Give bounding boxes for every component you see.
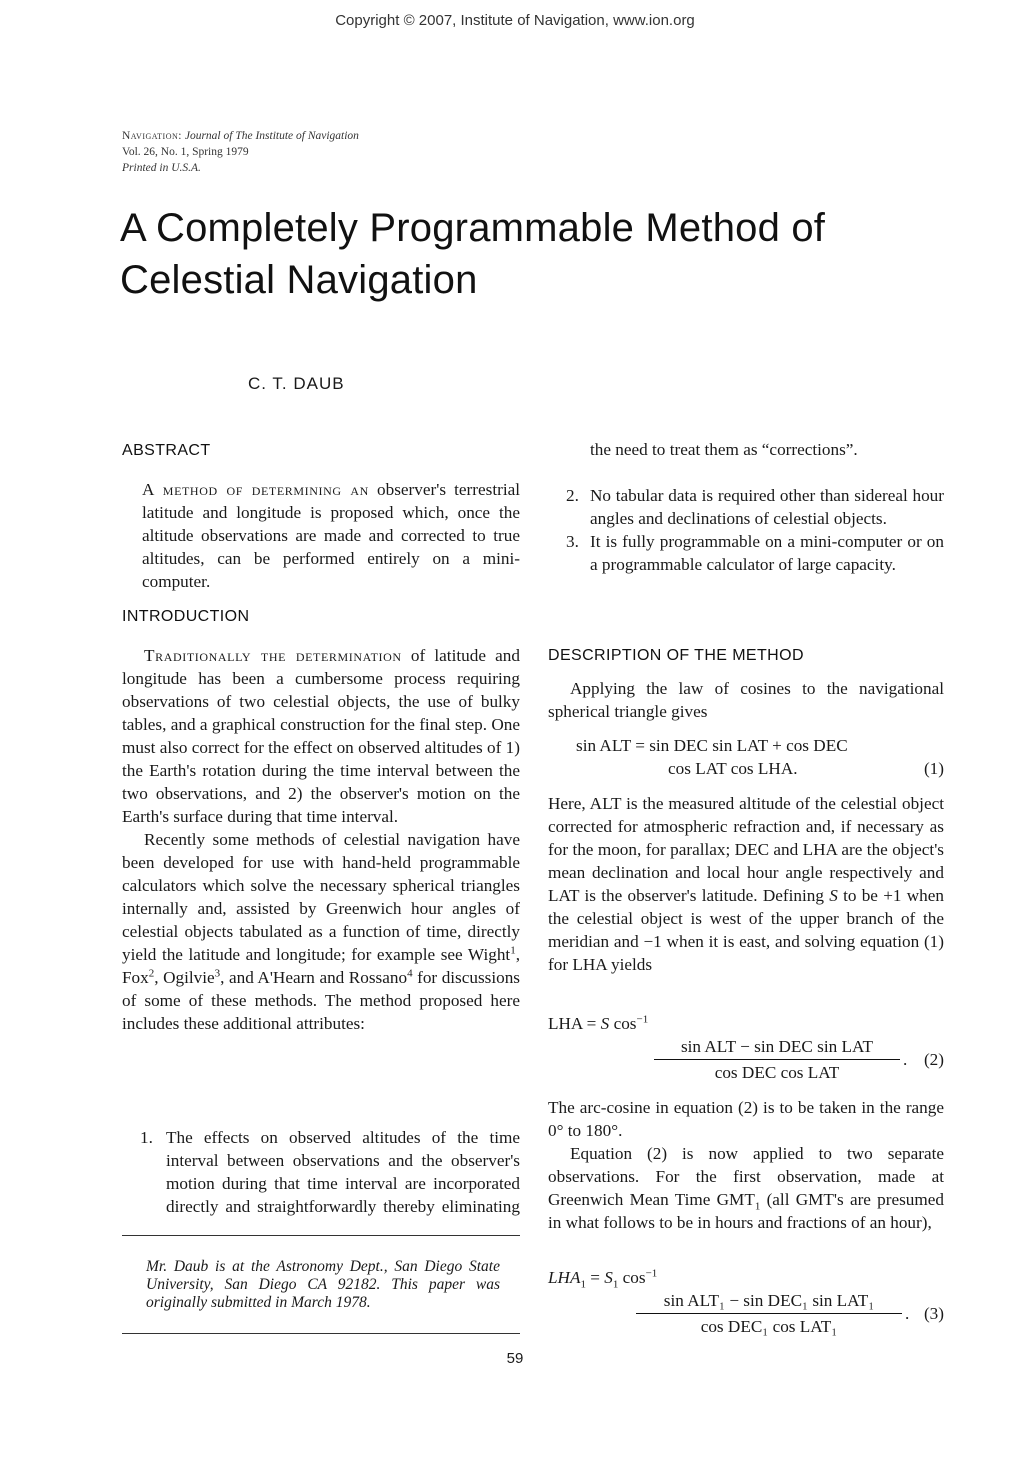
title-line-1: A Completely Programmable Method of [120, 206, 826, 250]
equation-2-fraction [654, 1035, 900, 1084]
gmt-subscript: 1 [754, 1200, 761, 1213]
method-paragraph-2 [548, 792, 944, 976]
abstract-text [142, 478, 520, 593]
method-text-2a: Here, ALT is the measured altitude of the celestial object corrected for atmospheric refraction and, if necessary as for the moon, for parallax; DEC and LHA are the object's mean declination and local hour angle respectively and LAT is the observer's latitude. Defining [548, 794, 944, 905]
reference-1: 1 [510, 944, 516, 957]
abstract-lead: A method of determining an [142, 480, 369, 499]
fraction-bar [636, 1313, 902, 1314]
list-item [548, 484, 944, 530]
list-item-number: 2. [566, 486, 579, 505]
method-paragraph-1 [548, 677, 944, 723]
intro-paragraph-1: of latitude and longitude has been a cumbersome process requiring observations of two celestial objects, the use of bulky tables, and a graphical construction for the final step. One must also correct for the effect on observed altitudes of 1) the Earth's rotation during the time interval between the two observations, and 2) the observer's motion on the Earth's surface during that time interval. [122, 646, 520, 826]
equation-2-lhs: LHA = [548, 1014, 601, 1033]
method-text-1: Applying the law of cosines to the navigational spherical triangle gives [548, 679, 944, 721]
journal-name: Journal of The Institute of Navigation [184, 130, 359, 142]
equation-3-inverse: −1 [645, 1267, 658, 1280]
list-item-text: It is fully programmable on a mini-computer or on a programmable calculator of large capacity. [590, 532, 944, 574]
journal-name-caps: Navigation: [122, 130, 182, 142]
equation-1-line-1: sin ALT = sin DEC sin LAT + cos DEC [576, 736, 848, 755]
equation-2: LHA = S $\cos^{-1}$ sin ALT − sin DEC sin LAT cos DEC cos LAT . (2) [548, 1013, 944, 1082]
author-name: C. T. DAUB [248, 374, 345, 393]
equation-2-denominator: cos DEC cos LAT [714, 1063, 840, 1082]
equation-3-s: S [604, 1268, 613, 1287]
equation-3-equals: = [585, 1268, 605, 1287]
footnote-rule-top [122, 1235, 520, 1236]
list-item-text: No tabular data is required other than sidereal hour angles and declinations of celestial objects. [590, 486, 944, 528]
list-item-number: 3. [566, 532, 579, 551]
equation-1-number: (1) [923, 759, 944, 778]
intro-paragraph-2c: , Ogilvie [154, 968, 215, 987]
intro-paragraph-2a: Recently some methods of celestial navigation have been developed for use with hand-held programmable calculators which solve the necessary spherical triangles internally and, assisted by Greenwich hour angles of celestial objects tabulated as a function of time, directly yield the latitude and longitude; for example see Wight [122, 830, 520, 964]
equation-3-lhs: LHA [548, 1268, 581, 1287]
list-item [122, 1126, 520, 1218]
equation-3-denominator: cos DEC₁ cos LAT₁ [700, 1317, 838, 1336]
attributes-list-right [548, 438, 944, 576]
method-text-2b: to be +1 when the celestial object is west of the upper branch of the meridian and −1 when it is east, and solving equation (1) for LHA yields [548, 886, 944, 974]
footnote-rule-bottom [122, 1333, 520, 1334]
equation-2-number: (2) [923, 1050, 944, 1069]
reference-3: 3 [214, 967, 221, 980]
printed-location: Printed in U.S.A. [122, 162, 201, 174]
equation-1-line-2: cos LAT cos LHA. [668, 759, 798, 778]
paper-title [120, 202, 825, 306]
abstract-heading: ABSTRACT [122, 442, 211, 459]
symbol-s: S [829, 886, 838, 905]
list-item-number: 1. [140, 1128, 153, 1147]
list-item-text-continued: the need to treat them as “corrections”. [590, 440, 858, 459]
attributes-list [548, 484, 944, 576]
method-paragraph-3 [548, 1096, 944, 1234]
page-number: 59 [506, 1350, 524, 1367]
fraction-bar [654, 1059, 900, 1060]
introduction-heading: INTRODUCTION [122, 608, 250, 625]
title-line-2: Celestial Navigation [120, 258, 478, 302]
equation-3-s-sub: 1 [612, 1278, 619, 1291]
list-item-continued [548, 438, 944, 484]
equation-3-fraction [636, 1289, 902, 1338]
equation-2-s: S [600, 1014, 610, 1033]
journal-info [122, 128, 359, 176]
equation-2-inverse: −1 [636, 1013, 649, 1026]
introduction-body [122, 644, 520, 1035]
equation-2-numerator: sin ALT − sin DEC sin LAT [680, 1037, 874, 1056]
equation-3-numerator: sin ALT₁ − sin DEC₁ sin LAT₁ [663, 1291, 875, 1310]
abstract-body: observer's terrestrial latitude and longitude is proposed which, once the altitude observations are made and corrected to true altitudes, can be performed entirely on a mini-computer. [142, 480, 520, 591]
method-text-4b: (all GMT's are presumed in what follows to be in hours and fractions of an hour), [548, 1190, 944, 1232]
equation-2-cos: cos [609, 1014, 637, 1033]
equation-3-number: (3) [923, 1304, 944, 1323]
footnote: Mr. Daub is at the Astronomy Dept., San Diego State University, San Diego CA 92182. This paper was originally submitted in March 1978. [146, 1258, 500, 1311]
list-item [548, 530, 944, 576]
intro-paragraph-2e: for discussions of some of these methods. The method proposed here includes these additional attributes: [122, 968, 520, 1033]
reference-2: 2 [148, 967, 155, 980]
equation-3-lhs-sub: 1 [580, 1278, 586, 1291]
reference-4: 4 [407, 967, 413, 980]
intro-lead: Traditionally the determination [144, 646, 402, 665]
method-text-4a: Equation (2) is now applied to two separate observations. For the first observation, made at Greenwich Mean Time GMT [548, 1144, 944, 1209]
copyright-notice: Copyright © 2007, Institute of Navigation, www.ion.org [335, 12, 695, 29]
journal-volume: Vol. 26, No. 1, Spring 1979 [122, 146, 249, 158]
equation-1 [576, 734, 944, 780]
method-text-3: The arc-cosine in equation (2) is to be taken in the range 0° to 180°. [548, 1098, 944, 1140]
method-heading: DESCRIPTION OF THE METHOD [548, 647, 804, 664]
intro-paragraph-2d: , and A'Hearn and Rossano [220, 968, 408, 987]
list-item-text: The effects on observed altitudes of the time interval between observations and the observer's motion during that time interval are incorporated directly and straightforwardly thereby eliminating [166, 1128, 520, 1216]
intro-paragraph-2b: , Fox [122, 945, 520, 987]
attributes-list-left [122, 1126, 520, 1218]
equation-3: $LHA_1 = S_1$ $\cos^{-1}$ sin ALT₁ − sin DEC₁ sin LAT₁ cos DEC₁ cos LAT₁ . (3) [548, 1267, 944, 1336]
equation-3-cos: cos [618, 1268, 646, 1287]
